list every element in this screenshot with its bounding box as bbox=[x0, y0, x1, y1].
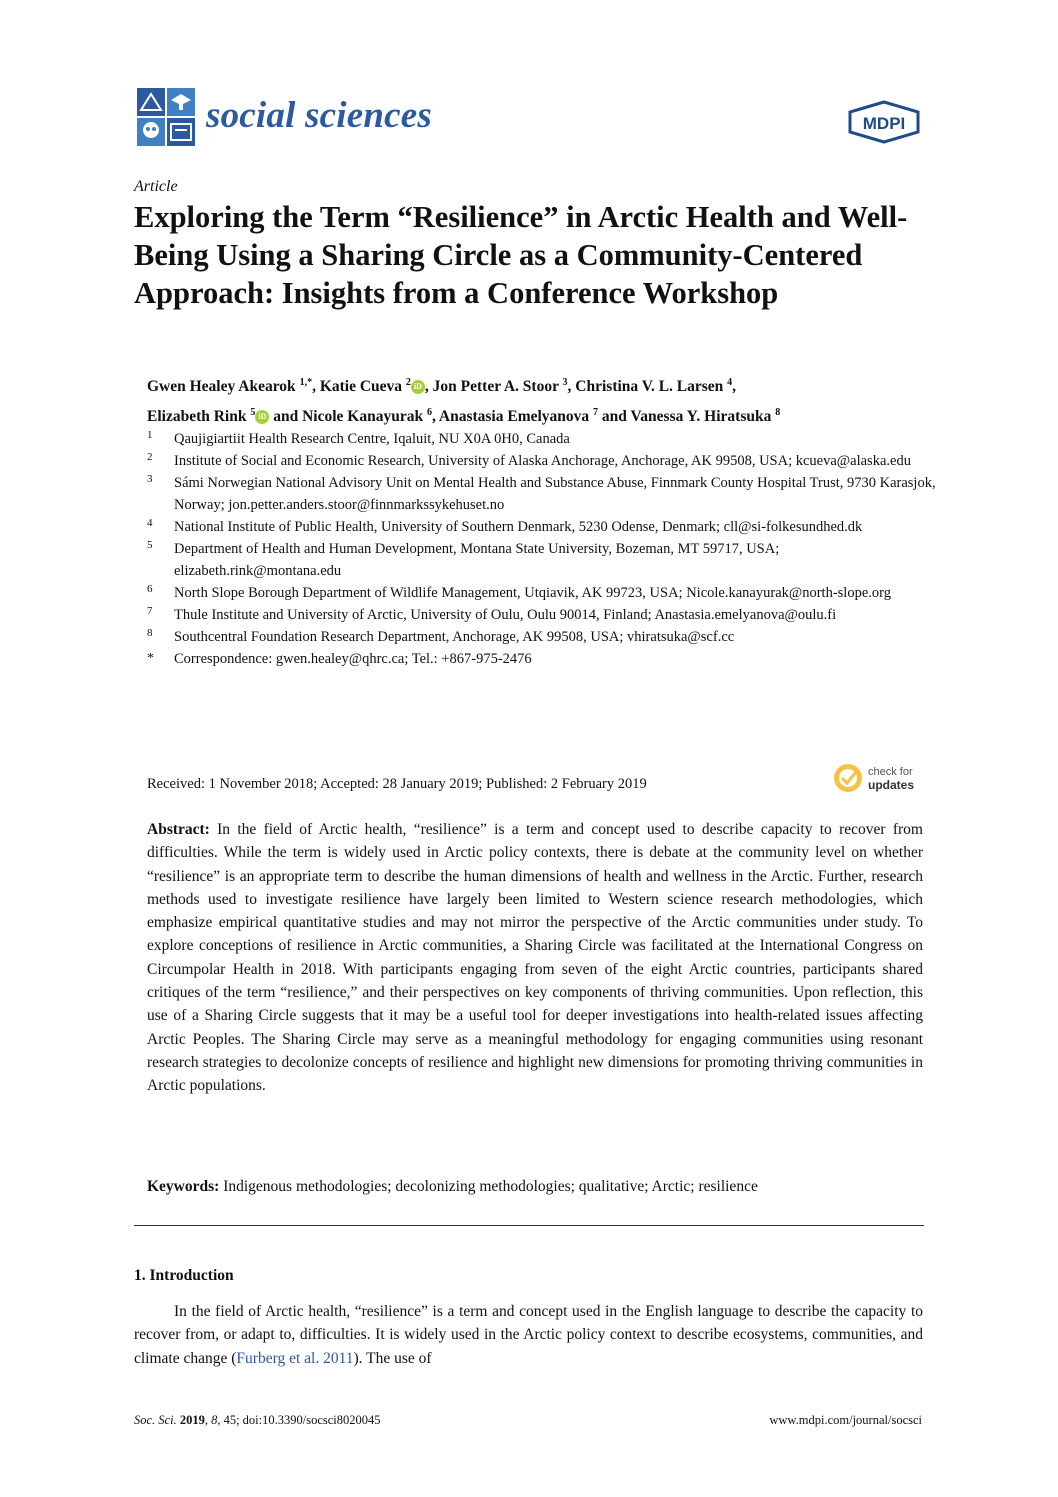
keywords-text: Indigenous methodologies; decolonizing methodologies; qualitative; Arctic; resilience bbox=[223, 1178, 758, 1195]
author-affiliation-sup: 1,* bbox=[299, 377, 313, 388]
author-separator: and bbox=[269, 408, 303, 426]
author-name: Nicole Kanayurak bbox=[302, 408, 427, 426]
author-affiliation-sup: 3 bbox=[562, 377, 568, 388]
mdpi-logo-icon bbox=[846, 100, 922, 144]
footer-citation: Soc. Sci. 2019, 8, 45; doi:10.3390/socsci8020045 bbox=[134, 1413, 381, 1427]
author-separator: , bbox=[732, 378, 737, 396]
publication-dates: Received: 1 November 2018; Accepted: 28 January 2019; Published: 2 February 2019 bbox=[147, 776, 647, 792]
keywords-label: Keywords: bbox=[147, 1178, 220, 1195]
affiliation-item bbox=[147, 648, 937, 670]
author-affiliation-sup: 4 bbox=[727, 377, 733, 388]
journal-name: social sciences bbox=[206, 95, 432, 136]
affiliation-text: Institute of Social and Economic Research, University of Alaska Anchorage, Anchorage, AK 99508, USA; kcueva@alaska.edu bbox=[174, 453, 911, 469]
affiliation-number: * bbox=[147, 651, 154, 666]
journal-logo-icon bbox=[137, 88, 195, 146]
author-separator: and bbox=[598, 408, 631, 426]
author-affiliation-sup: 6 bbox=[426, 407, 432, 419]
footer-url[interactable]: www.mdpi.com/journal/socsci bbox=[769, 1413, 922, 1427]
orcid-icon[interactable]: iD bbox=[255, 410, 269, 424]
citation-link[interactable]: Furberg et al. 2011 bbox=[236, 1349, 354, 1367]
affiliation-number: 4 bbox=[147, 517, 153, 529]
author-name: Katie Cueva bbox=[319, 378, 406, 396]
affiliation-list bbox=[147, 428, 937, 670]
affiliation-text: Department of Health and Human Development, Montana State University, Bozeman, MT 59717, USA; elizabeth.rink@montana.edu bbox=[174, 541, 780, 579]
author-separator: , bbox=[567, 378, 576, 396]
affiliation-item bbox=[147, 516, 937, 538]
intro-text-before: In the field of Arctic health, “resilience” is a term and concept used in the English language to describe the capacity to recover from, or adapt to, difficulties. It is widely used in the Arctic policy context to describe ecosystems, communities, and climate change ( bbox=[134, 1303, 923, 1367]
introduction-paragraph bbox=[134, 1300, 923, 1370]
author-name: Gwen Healey Akearok bbox=[147, 378, 300, 396]
author-name: Elizabeth Rink bbox=[147, 408, 251, 426]
footer-journal-abbr: Soc. Sci. bbox=[134, 1413, 177, 1427]
author-affiliation-sup: 7 bbox=[593, 407, 599, 419]
affiliation-item bbox=[147, 626, 937, 648]
affiliation-text: Sámi Norwegian National Advisory Unit on Mental Health and Substance Abuse, Finnmark County Hospital Trust, 9730 Karasjok, Norway; jon.petter.anders.stoor@finnmarkssykehuset.no bbox=[174, 475, 936, 513]
author-name: Anastasia Emelyanova bbox=[438, 408, 594, 426]
divider bbox=[134, 1225, 924, 1226]
affiliation-number: 3 bbox=[147, 473, 153, 485]
affiliation-text: Thule Institute and University of Arctic, University of Oulu, Oulu 90014, Finland; Anastasia.emelyanova@oulu.fi bbox=[174, 607, 837, 623]
author-name: Jon Petter A. Stoor bbox=[432, 378, 563, 396]
author-separator: , bbox=[431, 408, 439, 426]
affiliation-item bbox=[147, 450, 937, 472]
affiliation-text: North Slope Borough Department of Wildlife Management, Utqiavik, AK 99723, USA; Nicole.kanayurak@north-slope.org bbox=[174, 585, 891, 601]
author-name: Vanessa Y. Hiratsuka bbox=[630, 408, 776, 426]
author-separator: , bbox=[312, 378, 320, 396]
affiliation-item bbox=[147, 428, 937, 450]
abstract bbox=[147, 818, 923, 1098]
affiliation-item bbox=[147, 472, 937, 516]
affiliation-text: Southcentral Foundation Research Department, Anchorage, AK 99508, USA; vhiratsuka@scf.cc bbox=[174, 629, 735, 645]
check-for-updates-icon[interactable] bbox=[832, 760, 924, 796]
article-title: Exploring the Term “Resilience” in Arctic Health and Well-Being Using a Sharing Circle as a Community-Centered Approach: Insights from a Conference Workshop bbox=[134, 200, 908, 310]
author-list bbox=[147, 370, 937, 430]
affiliation-item bbox=[147, 538, 937, 582]
section-heading: 1. Introduction bbox=[134, 1267, 234, 1284]
affiliation-number: 6 bbox=[147, 583, 153, 595]
author-separator: , bbox=[424, 378, 433, 396]
affiliation-text: Qaujigiartiit Health Research Centre, Iqaluit, NU X0A 0H0, Canada bbox=[174, 431, 570, 447]
affiliation-item bbox=[147, 604, 937, 626]
affiliation-number: 5 bbox=[147, 539, 153, 551]
affiliation-number: 1 bbox=[147, 429, 153, 441]
author-affiliation-sup: 5 bbox=[250, 407, 256, 419]
author-affiliation-sup: 8 bbox=[775, 407, 781, 419]
publisher-name: MDPI bbox=[862, 114, 906, 133]
check-updates-line1: check for bbox=[868, 766, 913, 778]
orcid-icon[interactable]: iD bbox=[411, 380, 425, 394]
affiliation-text: Correspondence: gwen.healey@qhrc.ca; Tel.: +867-975-2476 bbox=[174, 651, 532, 667]
footer-doi: , 45; doi:10.3390/socsci8020045 bbox=[217, 1413, 381, 1427]
affiliation-number: 8 bbox=[147, 627, 153, 639]
intro-text-after: ). The use of bbox=[353, 1349, 432, 1367]
affiliation-text: National Institute of Public Health, University of Southern Denmark, 5230 Odense, Denmark; cll@si-folkesundhed.dk bbox=[174, 519, 863, 535]
article-type: Article bbox=[134, 178, 178, 195]
affiliation-number: 7 bbox=[147, 605, 153, 617]
affiliation-item bbox=[147, 582, 937, 604]
footer-year: 2019 bbox=[179, 1413, 205, 1427]
affiliation-number: 2 bbox=[147, 451, 153, 463]
keywords bbox=[147, 1175, 923, 1198]
check-updates-line2: updates bbox=[868, 778, 915, 792]
abstract-text: In the field of Arctic health, “resilience” is a term and concept used to describe capacity to recover from difficulties. While the term is widely used in Arctic policy contexts, there is debate at the community level on whether “resilience” is an appropriate term to describe the human dimensions of health and wellness in the Arctic. Further, research methods used to investigate resilience have largely been limited to Western science research methodologies, which emphasize empirical quantitative studies and may not mirror the perspective of the Arctic communities under study. To explore conceptions of resilience in Arctic communities, a Sharing Circle was facilitated at the International Congress on Circumpolar Health in 2018. With participants engaging from seven of the eight Arctic countries, participants shared critiques of the term “resilience,” and their perspectives on key components of thriving communities. Upon reflection, this use of a Sharing Circle suggests that it may be a useful tool for deeper investigations into health-related issues affecting Arctic Peoples. The Sharing Circle may serve as a meaningful methodology for engaging communities using resonant research strategies to decolonize concepts of resilience and highlight new dimensions for promoting thriving communities in Arctic populations. bbox=[147, 821, 923, 1095]
footer-volume: 8 bbox=[211, 1413, 218, 1427]
abstract-label: Abstract: bbox=[147, 821, 210, 838]
author-affiliation-sup: 2 bbox=[405, 377, 411, 388]
author-name: Christina V. L. Larsen bbox=[575, 378, 728, 396]
